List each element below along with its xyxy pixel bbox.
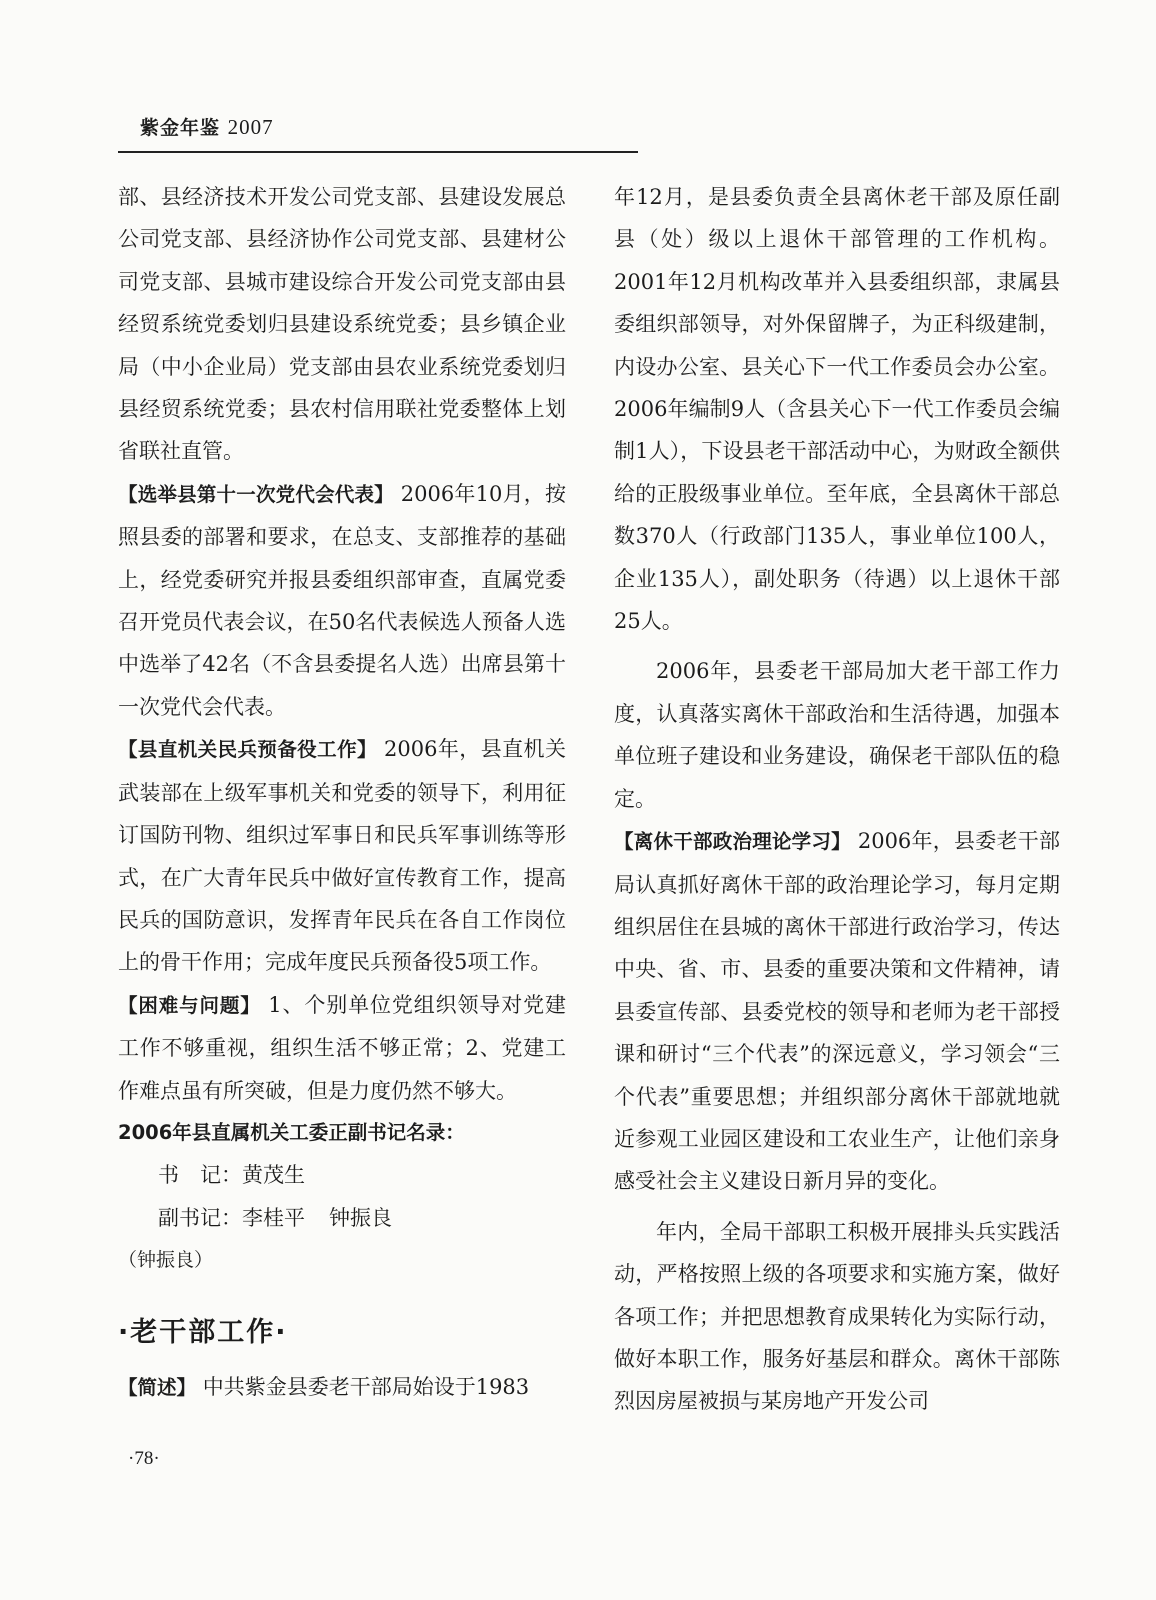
paragraph: 年内，全局干部职工积极开展排头兵实践活动，严格按照上级的各项要求和实施方案，做好各项工作；并把思想教育成果转化为实际行动，做好本职工作，服务好基层和群众。离休干部陈烈因房屋被损与某房地产开发公司	[614, 1219, 1060, 1414]
section-election	[118, 473, 566, 728]
section-body: 1、个别单位党组织领导对党建工作不够重视，组织生活不够正常；2、党建工作难点虽有所突破，但是力度仍然不够大。	[118, 992, 566, 1103]
yearbook-year: 2007	[227, 115, 274, 139]
deputy-secretary-line	[118, 1197, 566, 1239]
person-name: 李桂平	[242, 1205, 305, 1230]
section-difficulties	[118, 984, 566, 1112]
person-name: 黄茂生	[242, 1163, 305, 1188]
section-overview	[118, 1366, 566, 1409]
section-political-study	[614, 820, 1060, 1203]
section-label: 【县直机关民兵预备役工作】	[118, 738, 377, 762]
paragraph: 2006年，县委老干部局加大老干部工作力度，认真落实离休干部政治和生活待遇，加强本单位班子建设和业务建设，确保老干部队伍的稳定。	[614, 659, 1060, 811]
yearbook-title: 紫金年鉴	[140, 117, 221, 139]
section-label: 【困难与问题】	[118, 993, 261, 1017]
section-label: 【简述】	[118, 1375, 197, 1399]
person-name: 钟振良	[329, 1205, 392, 1230]
left-column	[118, 176, 566, 1409]
role-label: 副书记：	[158, 1205, 242, 1230]
right-column	[614, 176, 1060, 1423]
header-rule	[118, 151, 638, 153]
section-body: 2006年10月，按照县委的部署和要求，在总支、支部推荐的基础上，经党委研究并报县委组织部审查，直属党委召开党员代表会议，在50名代表候选人预备人选中选举了42名（不含县委提名人选）出席县第十一次党代会代表。	[118, 481, 566, 719]
section-body: 2006年，县直机关武装部在上级军事机关和党委的领导下，利用征订国防刊物、组织过军事日和民兵军事训练等形式，在广大青年民兵中做好宣传教育工作，提高民兵的国防意识，发挥青年民兵在各自工作岗位上的骨干作用；完成年度民兵预备役5项工作。	[118, 737, 566, 975]
paragraph-continued: 部、县经济技术开发公司党支部、县建设发展总公司党支部、县经济协作公司党支部、县建材公司党支部、县城市建设综合开发公司党支部由县经贸系统党委划归县建设系统党委；县乡镇企业局（中小企业局）党支部由县农业系统党委划归县经贸系统党委；县农村信用联社党委整体上划省联社直管。	[118, 185, 566, 464]
secretary-line	[118, 1154, 566, 1196]
running-header	[140, 113, 274, 140]
section-militia	[118, 728, 566, 983]
section-title: ·老干部工作·	[118, 1316, 288, 1348]
section-label: 【选举县第十一次党代会代表】	[118, 482, 394, 506]
page-number: ·78·	[128, 1448, 160, 1469]
paragraph-continued: 年12月，是县委负责全县离休老干部及原任副县（处）级以上退休干部管理的工作机构。2001年12月机构改革并入县委组织部，隶属县委组织部领导，对外保留牌子，为正科级建制，内设办公室、县关心下一代工作委员会办公室。2006年编制9人（含县关心下一代工作委员会编制1人），下设县老干部活动中心，为财政全额供给的正股级事业单位。至年底，全县离休干部总数370人（行政部门135人，事业单位100人，企业135人），副处职务（待遇）以上退休干部25人。	[614, 185, 1060, 634]
section-body: 2006年，县委老干部局认真抓好离休干部的政治理论学习，每月定期组织居住在县城的离休干部进行政治学习，传达中央、省、市、县委的重要决策和文件精神，请县委宣传部、县委党校的领导和老师为老干部授课和研讨“三个代表”的深远意义，学习领会“三个代表”重要思想；并组织部分离休干部就地就近参观工业园区建设和工农业生产，让他们亲身感受社会主义建设日新月异的变化。	[614, 829, 1060, 1194]
section-label: 【离休干部政治理论学习】	[614, 830, 851, 854]
role-label: 书 记：	[158, 1163, 242, 1188]
author-signature: （钟振良）	[118, 1249, 214, 1272]
section-body: 中共紫金县委老干部局始设于1983	[202, 1374, 530, 1399]
secretary-list-title: 2006年县直属机关工委正副书记名录：	[118, 1120, 465, 1144]
